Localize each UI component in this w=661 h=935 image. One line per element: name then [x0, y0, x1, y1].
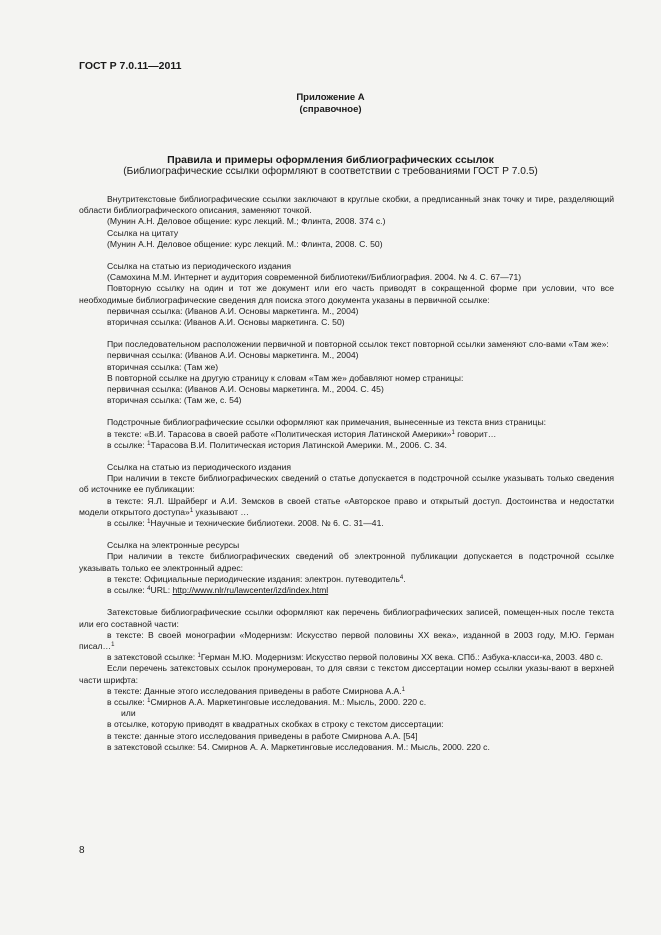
- paragraph: Если перечень затекстовых ссылок пронумерован, то для связи с текстом диссертации номер ссылки указы-вают в верхней части шрифта:: [79, 663, 614, 685]
- example-line: (Самохина М.М. Интернет и аудитория современной библиотеки//Библиография. 2004. № 4. С. 67—71): [107, 272, 522, 283]
- paragraph: При наличии в тексте библиографических сведений об электронной публикации допускается в подстрочной ссылке указывать только ее электронный адрес:: [79, 551, 614, 573]
- paragraph: В повторной ссылке на другую страницу к словам «Там же» добавляют номер страницы:: [107, 372, 464, 383]
- paragraph: Повторную ссылку на один и тот же документ или его часть приводят в сокращенной форме при условии, что все необходимые библиографические сведения для поиска этого документа указаны в первичной ссылке:: [79, 283, 614, 305]
- document-code: ГОСТ Р 7.0.11—2011: [79, 60, 182, 72]
- example-label: Ссылка на статью из периодического издания: [107, 261, 292, 272]
- section-subtitle: (Библиографические ссылки оформляют в соответствии с требованиями ГОСТ Р 7.0.5): [123, 166, 538, 177]
- example-line: в тексте: В своей монографии «Модернизм: Искусство первой половины XX века», изданной в 2003 году, М.Ю. Герман писал…$^1$: [79, 629, 614, 651]
- document-body: [79, 194, 614, 753]
- annex-note: (справочное): [299, 104, 362, 115]
- example-line: вторичная ссылка: (Там же, с. 54): [107, 395, 242, 406]
- example-line: или: [121, 708, 136, 719]
- page-number: 8: [79, 845, 85, 856]
- example-line: в тексте: «В.И. Тарасова в своей работе «Политическая история Латинской Америки»$^1$ говорит…: [107, 428, 497, 439]
- example-label: Ссылка на электронные ресурсы: [107, 540, 240, 551]
- example-line: в тексте: Я.Л. Шрайберг и А.И. Земсков в своей статье «Авторское право и открытый доступ. Достоинства и недостатки модели открытого доступа»$^1$ указывают …: [79, 495, 614, 517]
- example-line: в отсылке, которую приводят в квадратных скобках в строку с текстом диссертации:: [107, 719, 444, 730]
- example-line: в ссылке: $^4$URL: http://www.nlr/ru/lawcenter/izd/index.html: [107, 585, 329, 596]
- annex-title: Приложение А: [296, 92, 365, 103]
- example-label: Ссылка на цитату: [107, 227, 179, 238]
- example-line: в тексте: данные этого исследования приведены в работе Смирнова А.А. [54]: [107, 730, 418, 741]
- url-link[interactable]: http://www.nlr/ru/lawcenter/izd/index.html: [172, 585, 329, 596]
- paragraph: При последовательном расположении первичной и повторной ссылок текст повторной ссылки заменяют сло-вами «Там же»:: [107, 339, 609, 350]
- paragraph: Внутритекстовые библиографические ссылки заключают в круглые скобки, а предписанный знак точку и тире, разделяющий области библиографического описания, заменяют точкой.: [79, 194, 614, 216]
- paragraph: При наличии в тексте библиографических сведений о статье допускается в подстрочной ссылке указывать только сведения об источнике ее публикации:: [79, 473, 614, 495]
- example-line: в тексте: Официальные периодические издания: электрон. путеводитель$^4$.: [107, 573, 406, 584]
- example-line: в затекстовой ссылке: $^1$Герман М.Ю. Модернизм: Искусство первой половины XX века. СПб.: Азбука-класси-ка, 2003. 480 с.: [107, 652, 604, 663]
- paragraph: Подстрочные библиографические ссылки оформляют как примечания, вынесенные из текста вниз страницы:: [107, 417, 547, 428]
- example-line: (Мунин А.Н. Деловое общение: курс лекций. М.: Флинта, 2008. С. 50): [107, 238, 383, 249]
- paragraph: Затекстовые библиографические ссылки оформляют как перечень библиографических записей, помещен-ных после текста или его составной части:: [79, 607, 614, 629]
- example-line: в ссылке: $^1$Смирнов А.А. Маркетинговые исследования. М.: Мысль, 2000. 220 с.: [107, 696, 427, 707]
- example-label: Ссылка на статью из периодического издания: [107, 462, 292, 473]
- example-line: в тексте: Данные этого исследования приведены в работе Смирнова А.А.$^1$: [107, 685, 405, 696]
- example-line: вторичная ссылка: (Там же): [107, 361, 219, 372]
- section-title: Правила и примеры оформления библиографических ссылок: [167, 154, 494, 166]
- example-line: в ссылке: $^1$Научные и технические библиотеки. 2008. № 6. С. 31—41.: [107, 518, 384, 529]
- example-line: в затекстовой ссылке: 54. Смирнов А. А. Маркетинговые исследования. М.: Мысль, 2000. 220 с.: [107, 741, 490, 752]
- example-line: (Мунин А.Н. Деловое общение: курс лекций. М.; Флинта, 2008. 374 с.): [107, 216, 386, 227]
- example-line: первичная ссылка: (Иванов А.И. Основы маркетинга. М., 2004): [107, 305, 359, 316]
- example-line: первичная ссылка: (Иванов А.И. Основы маркетинга. М., 2004): [107, 350, 359, 361]
- example-line: первичная ссылка: (Иванов А.И. Основы маркетинга. М., 2004. С. 45): [107, 384, 384, 395]
- example-line: вторичная ссылка: (Иванов А.И. Основы маркетинга. С. 50): [107, 317, 345, 328]
- example-line: в ссылке: $^1$Тарасова В.И. Политическая история Латинской Америки. М., 2006. С. 34.: [107, 439, 447, 450]
